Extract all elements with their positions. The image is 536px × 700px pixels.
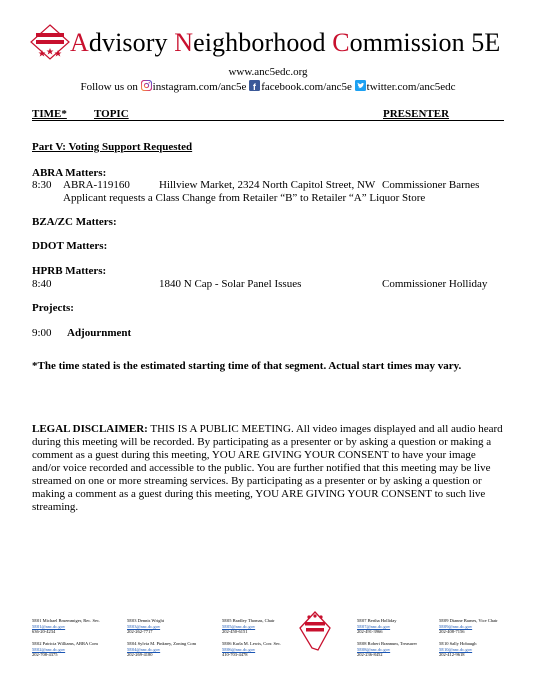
part-heading: Part V: Voting Support Requested [32,141,193,153]
adjournment-time: 9:00 [32,327,52,339]
adjournment-label: Adjournment [67,327,132,339]
time-column-label: TIME* [32,108,67,120]
instagram-link[interactable]: instagram.com/anc5e [152,81,247,93]
website-link[interactable]: www.anc5edc.org [228,66,308,78]
abra-case-number: ABRA-119160 [63,179,130,191]
ddot-heading: DDOT Matters: [32,240,108,252]
twitter-icon [355,80,366,91]
facebook-link[interactable]: facebook.com/anc5e [261,81,352,93]
facebook-icon [249,80,260,91]
hprb-topic: 1840 N Cap - Solar Panel Issues [159,278,302,290]
commissioner-5e05: 5E05 Bradley Thomas, Chair 5E05@anc.dc.gov 202-450-6151 [222,618,275,634]
commissioner-5e10: 5E10 Sally Hobaugh 5E10@anc.dc.gov 202-412-9618 [439,641,477,657]
abra-heading: ABRA Matters: [32,167,107,179]
abra-topic: Hillview Market, 2324 North Capitol Street, NW [159,179,376,191]
topic-column-label: TOPIC [94,108,129,120]
instagram-icon [141,80,152,91]
follow-label: Follow us on [80,81,141,93]
bza-zc-heading: BZA/ZC Matters: [32,216,117,228]
projects-heading: Projects: [32,302,74,314]
dc-flag-map-logo [30,24,70,60]
abra-presenter: Commissioner Barnes [382,179,480,191]
twitter-link[interactable]: twitter.com/anc5edc [366,81,456,93]
commissioner-5e06: 5E06 Karla M. Lewis, Corr. Sec. 5E06@anc.dc.gov 410-703-4478 [222,641,282,657]
time-note: *The time stated is the estimated starting time of that segment. Actual start times may vary. [32,360,462,372]
presenter-column-label: PRESENTER [383,108,450,120]
hprb-presenter: Commissioner Holliday [382,278,488,290]
commissioner-5e08: 5E08 Robert Brannum, Treasurer 5E08@anc.dc.gov 202-236-8452 [357,641,417,657]
disclaimer-text: THIS IS A PUBLIC MEETING. All video images displayed and all audio heard during this meeting will be recorded. By participating as a presenter or by asking a question or making a comment as a guest during this meeting, YOU ARE GIVING YOUR CONSENT to have your image and/or voice recorded and accessible to the public. You are further notified that this meeting may be live streamed on one or more streaming services. By participating as a presenter or by asking a question or making a comment as a guest during this meeting, YOU ARE GIVING YOUR CONSENT to such live streaming. [32,423,503,513]
svg-text:f: f [253,82,257,91]
dc-map-footer-logo [298,610,332,652]
commissioner-5e03: 5E03 Dennis Wright 5E03@anc.dc.gov 202-262-7717 [127,618,164,634]
hprb-time: 8:40 [32,278,52,290]
abra-time: 8:30 [32,179,52,191]
agenda-column-header [32,108,504,121]
commissioner-5e01: 5E01 Michael Bruemmiger, Rec. Sec. 5E01@anc.dc.gov 636-20-4234 [32,618,101,634]
disclaimer-label: LEGAL DISCLAIMER: [32,423,148,435]
abra-description: Applicant requests a Class Change from Retailer “B” to Retailer “A” Liquor Store [63,192,426,204]
page-title: Advisory Neighborhood Commission 5E [70,28,501,57]
commissioner-5e04: 5E04 Sylvia M. Pinkney, Zoning Com 5E04@anc.dc.gov 202-269-4180 [127,641,197,657]
hprb-heading: HPRB Matters: [32,265,107,277]
social-links [0,80,536,93]
legal-disclaimer [32,423,506,514]
commissioner-5e07: 5E07 Bertha Holliday 5E07@anc.dc.gov 202-491-3966 [357,618,397,634]
commissioner-5e02: 5E02 Patricia Williams, ABRA Com 5E02@anc.dc.gov 202-708-4375 [32,641,98,657]
commissioner-5e09: 5E09 Dianne Barnes, Vice Chair 5E09@anc.dc.gov 202-408-7156 [439,618,498,634]
